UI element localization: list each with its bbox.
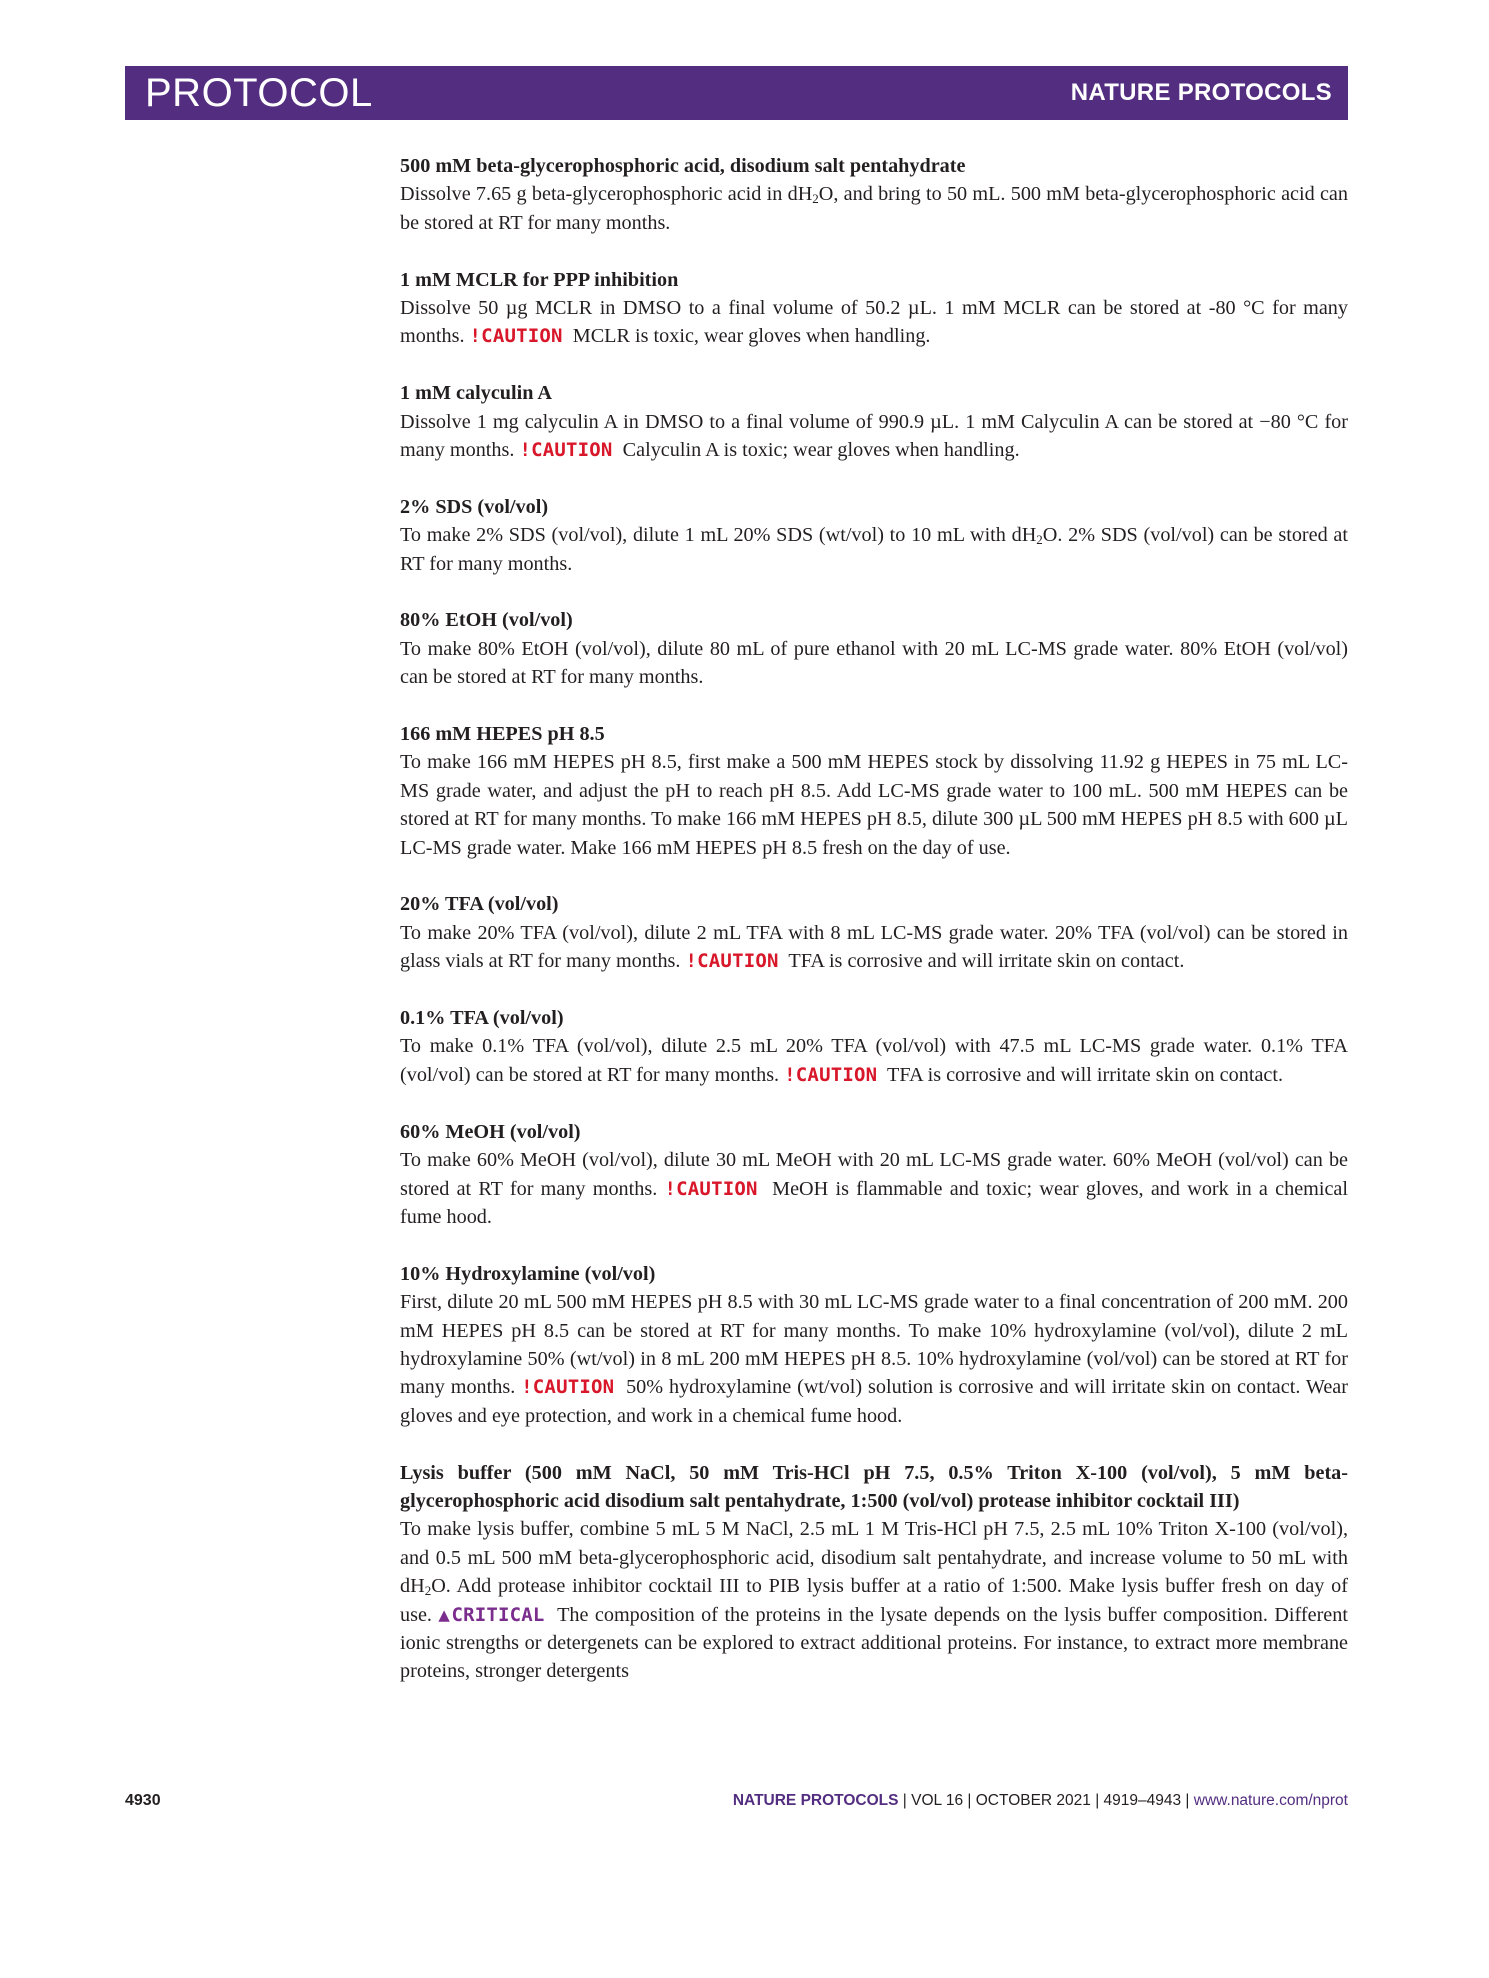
reagent-section xyxy=(400,1118,1348,1232)
reagent-section xyxy=(400,606,1348,691)
reagent-section xyxy=(400,266,1348,351)
reagent-title: 0.1% TFA (vol/vol) xyxy=(400,1007,564,1030)
reagent-section xyxy=(400,379,1348,464)
text-run: TFA is corrosive and will irritate skin on contact. xyxy=(788,950,1185,973)
footer-url[interactable]: www.nature.com/nprot xyxy=(1193,1792,1348,1809)
text-run: Dissolve 50 µg MCLR in DMSO to a final volume of 50.2 µL. 1 mM MCLR can be stored at -80 °C for many months. xyxy=(400,297,1348,348)
reagent-description xyxy=(400,521,1348,578)
reagent-title: 10% Hydroxylamine (vol/vol) xyxy=(400,1262,656,1285)
text-run: Dissolve 1 mg calyculin A in DMSO to a final volume of 990.9 µL. 1 mM Calyculin A can be stored at −80 °C for many months. xyxy=(400,410,1348,462)
caution-label: !CAUTION xyxy=(519,439,613,462)
reagent-title: 20% TFA (vol/vol) xyxy=(400,893,559,916)
text-run: To make 60% MeOH (vol/vol), dilute 30 mL MeOH with 20 mL LC-MS grade water. 60% MeOH (vol/vol) can be stored at RT for many months. xyxy=(400,1149,1348,1200)
text-run: To make 20% TFA (vol/vol), dilute 2 mL TFA with 8 mL LC-MS grade water. 20% TFA (vol/vol) can be stored in glass vials at RT for many months. xyxy=(400,921,1348,973)
reagent-description xyxy=(400,919,1348,976)
caution-label: !CAUTION xyxy=(685,950,779,973)
text-run: First, dilute 20 mL 500 mM HEPES pH 8.5 with 30 mL LC-MS grade water to a final concentration of 200 mM. 200 mM HEPES pH 8.5 can be stored at RT for many months. To make 10% hydroxylamine (vol/vol), dilute 2 mL hydroxylamine 50% (wt/vol) in 8 mL 200 mM HEPES pH 8.5. 10% hydroxylamine (vol/vol) can be stored at RT for many months. xyxy=(400,1291,1348,1399)
reagent-title: 60% MeOH (vol/vol) xyxy=(400,1120,581,1143)
reagent-section xyxy=(400,720,1348,862)
text-run: To make lysis buffer, combine 5 mL 5 M NaCl, 2.5 mL 1 M Tris-HCl pH 7.5, 2.5 mL 10% Triton X-100 (vol/vol), and 0.5 mL 500 mM beta-glycerophosphoric acid, disodium salt pentahydrate, and increase volume to 50 mL with dH xyxy=(400,1518,1348,1598)
page-number: 4930 xyxy=(125,1792,161,1809)
text-run: Calyculin A is toxic; wear gloves when handling. xyxy=(622,439,1020,462)
reagent-description xyxy=(400,1288,1348,1430)
reagent-title: Lysis buffer (500 mM NaCl, 50 mM Tris-HCl pH 7.5, 0.5% Triton X-100 (vol/vol), 5 mM beta-glycerophosphoric acid disodium salt pentahydrate, 1:500 (vol/vol) protease inhibitor cocktail III) xyxy=(400,1461,1348,1512)
subscript: 2 xyxy=(1036,532,1043,548)
text-run: 50% hydroxylamine (wt/vol) solution is corrosive and will irritate skin on contact. Wear gloves and eye protection, and work in a chemical fume hood. xyxy=(400,1376,1348,1427)
reagent-description xyxy=(400,294,1348,351)
caution-label: !CAUTION xyxy=(664,1177,758,1200)
critical-label: ▲CRITICAL xyxy=(438,1603,545,1626)
reagent-title: 80% EtOH (vol/vol) xyxy=(400,609,573,632)
subscript: 2 xyxy=(424,1583,432,1599)
reagent-title: 1 mM MCLR for PPP inhibition xyxy=(400,268,679,291)
text-run: Dissolve 7.65 g beta-glycerophosphoric acid in dH xyxy=(400,183,813,206)
footer-volume-info: | VOL 16 | OCTOBER 2021 | 4919–4943 | xyxy=(902,1792,1190,1809)
reagent-description xyxy=(400,1146,1348,1231)
journal-name: NATURE PROTOCOLS xyxy=(1070,79,1332,106)
reagent-title: 500 mM beta-glycerophosphoric acid, disodium salt pentahydrate xyxy=(400,155,966,177)
caution-label: !CAUTION xyxy=(521,1376,615,1399)
reagent-description xyxy=(400,1515,1348,1685)
reagent-section xyxy=(400,1459,1348,1686)
subscript: 2 xyxy=(812,191,819,207)
text-run: To make 80% EtOH (vol/vol), dilute 80 mL of pure ethanol with 20 mL LC-MS grade water. 80% EtOH (vol/vol) can be stored at RT for many months. xyxy=(400,637,1348,689)
text-run: To make 166 mM HEPES pH 8.5, first make a 500 mM HEPES stock by dissolving 11.92 g HEPES in 75 mL LC-MS grade water, and adjust the pH to reach pH 8.5. Add LC-MS grade water to 100 mL. 500 mM HEPES can be stored at RT for many months. To make 166 mM HEPES pH 8.5, dilute 300 µL 500 mM HEPES pH 8.5 with 600 µL LC-MS grade water. Make 166 mM HEPES pH 8.5 fresh on the day of use. xyxy=(400,751,1348,859)
footer-journal: NATURE PROTOCOLS xyxy=(732,1792,899,1809)
header-bar xyxy=(125,66,1348,120)
reagent-description xyxy=(400,180,1348,237)
text-run: O. Add protease inhibitor cocktail III to PIB lysis buffer at a ratio of 1:500. Make lysis buffer fresh on day of use. xyxy=(400,1575,1348,1626)
reagent-section xyxy=(400,152,1348,237)
text-run: MCLR is toxic, wear gloves when handling. xyxy=(572,325,931,348)
reagent-description xyxy=(400,748,1348,862)
reagent-description xyxy=(400,635,1348,692)
reagent-title: 166 mM HEPES pH 8.5 xyxy=(400,723,605,746)
reagent-section xyxy=(400,493,1348,578)
reagent-description xyxy=(400,1032,1348,1089)
reagent-title: 2% SDS (vol/vol) xyxy=(400,495,549,518)
reagent-title: 1 mM calyculin A xyxy=(400,382,552,405)
footer-citation xyxy=(733,1792,1348,1810)
reagent-section xyxy=(400,1260,1348,1430)
caution-label: !CAUTION xyxy=(469,325,563,348)
main-content xyxy=(400,152,1348,1714)
text-run: To make 2% SDS (vol/vol), dilute 1 mL 20% SDS (wt/vol) to 10 mL with dH xyxy=(400,524,1037,547)
reagent-section xyxy=(400,890,1348,975)
text-run: To make 0.1% TFA (vol/vol), dilute 2.5 mL 20% TFA (vol/vol) with 47.5 mL LC-MS grade water. 0.1% TFA (vol/vol) can be stored at RT for many months. xyxy=(400,1035,1348,1086)
text-run: TFA is corrosive and will irritate skin on contact. xyxy=(887,1063,1284,1086)
text-run: The composition of the proteins in the lysate depends on the lysis buffer composition. Different ionic strengths or detergenets can be explored to extract additional proteins. For instance, to extract more membrane proteins, stronger detergents xyxy=(400,1603,1348,1683)
text-run: O. 2% SDS (vol/vol) can be stored at RT for many months. xyxy=(400,524,1348,575)
reagent-description xyxy=(400,408,1348,465)
section-label: PROTOCOL xyxy=(145,71,373,115)
reagent-section xyxy=(400,1004,1348,1089)
text-run: O, and bring to 50 mL. 500 mM beta-glycerophosphoric acid can be stored at RT for many months. xyxy=(400,183,1348,234)
text-run: MeOH is flammable and toxic; wear gloves, and work in a chemical fume hood. xyxy=(400,1177,1348,1228)
caution-label: !CAUTION xyxy=(784,1063,878,1086)
